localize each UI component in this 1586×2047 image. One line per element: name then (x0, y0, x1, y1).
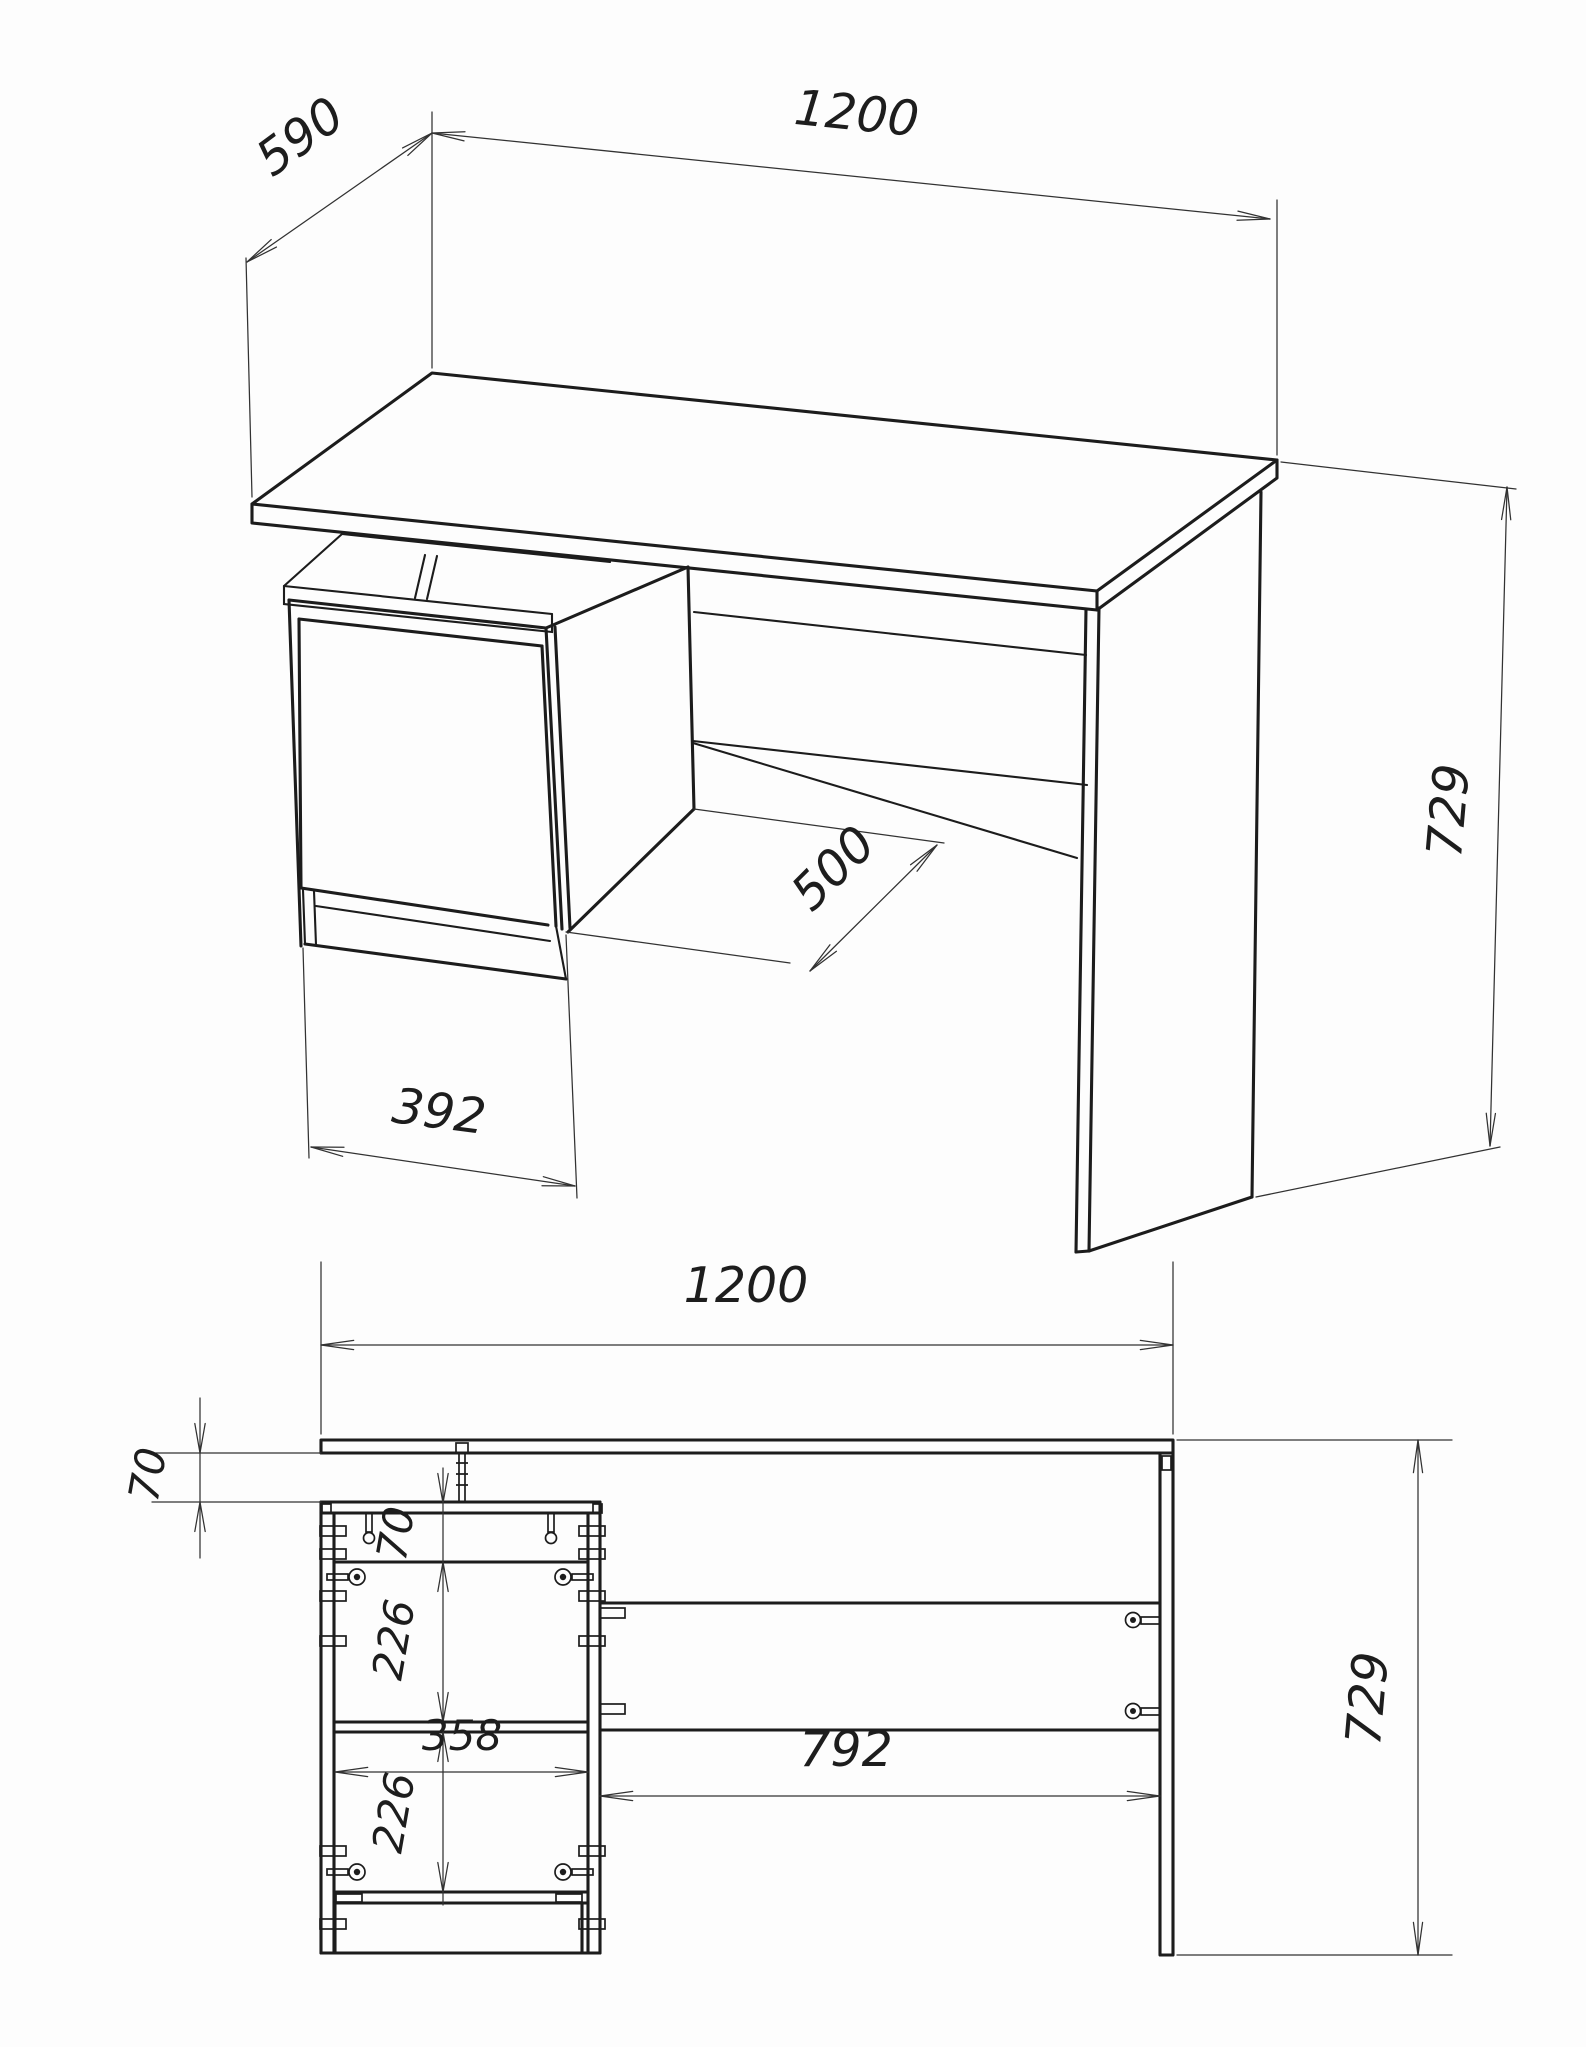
knee-space (693, 612, 1087, 858)
dim-label-height: 729 (1416, 761, 1482, 860)
plinth-top-edge (316, 906, 550, 941)
back-panel-bottom-edge (693, 743, 1077, 858)
drawer-top-edge (694, 612, 1086, 655)
dim-label-knee-space: 792 (799, 1721, 893, 1778)
dim-label-width: 1200 (683, 1257, 809, 1314)
door-left-edge (299, 619, 301, 888)
ext-line (694, 809, 944, 843)
ext-line (246, 258, 252, 497)
desktop-front (321, 1440, 1173, 1453)
arrowhead (247, 247, 276, 262)
arrowhead (1486, 1113, 1490, 1146)
arrowhead (1127, 1791, 1160, 1796)
arrowhead (311, 1147, 343, 1156)
plinth-front (335, 1903, 582, 1953)
desktop (252, 373, 1277, 610)
dim-label-desktop-gap: 70 (118, 1443, 177, 1506)
arrowhead (1413, 1922, 1418, 1955)
arrowhead (408, 133, 432, 155)
side-bottom-edge (568, 809, 694, 932)
drawer-bottom-edge (693, 741, 1087, 785)
door-bottom-edge (301, 888, 548, 925)
back-panel (600, 1603, 1160, 1730)
dim-label-depth: 590 (245, 86, 355, 188)
arrowhead (335, 1767, 368, 1772)
arrowhead (432, 132, 465, 133)
dim-label-top-rail: 70 (366, 1502, 425, 1565)
side-back-edge (688, 567, 694, 809)
right-panel-front (1160, 1453, 1173, 1955)
dim-line-pedestal-width (311, 1147, 575, 1186)
arrowhead (247, 240, 271, 262)
dim-label-upper-compartment: 226 (362, 1595, 425, 1684)
arrowhead (555, 1772, 588, 1777)
plinth-floor-edge (305, 944, 566, 979)
arrowhead (335, 1772, 368, 1777)
arrowhead (1413, 1440, 1418, 1473)
arrowhead (555, 1767, 588, 1772)
arrowhead (1237, 219, 1270, 220)
arrowhead (1127, 1796, 1160, 1801)
dim-label-lower-compartment: 226 (362, 1768, 425, 1857)
arrowhead (1507, 487, 1511, 520)
arrowhead (600, 1796, 633, 1801)
ext-line (566, 932, 790, 963)
arrowhead (321, 1345, 354, 1350)
arrowhead (1140, 1340, 1173, 1345)
bottom-shelf (334, 1892, 588, 1903)
arrowhead (1418, 1922, 1423, 1955)
dim-line-width (432, 133, 1270, 219)
dim-label-pedestal-width: 392 (389, 1077, 490, 1147)
plinth-left-return (303, 890, 316, 945)
dim-label-pedestal-depth: 500 (780, 815, 887, 922)
ext-line (566, 935, 577, 1198)
dim-label-height: 729 (1335, 1649, 1401, 1748)
dim-line-height (1490, 487, 1507, 1146)
side-top-edge (546, 567, 688, 628)
arrowhead (1140, 1345, 1173, 1350)
front-view (119, 1257, 1452, 1955)
dim-label-inner-width: 358 (421, 1711, 503, 1760)
ext-line (1256, 1147, 1500, 1197)
arrowhead (321, 1340, 354, 1345)
pedestal (289, 567, 694, 979)
dim-label-width: 1200 (791, 78, 922, 149)
arrowhead (543, 1177, 575, 1186)
isometric-view (246, 79, 1516, 1252)
ext-line (1281, 462, 1516, 489)
arrowhead (1418, 1440, 1423, 1473)
arrowhead (403, 133, 432, 148)
arrowhead (600, 1791, 633, 1796)
ext-line (303, 948, 309, 1158)
